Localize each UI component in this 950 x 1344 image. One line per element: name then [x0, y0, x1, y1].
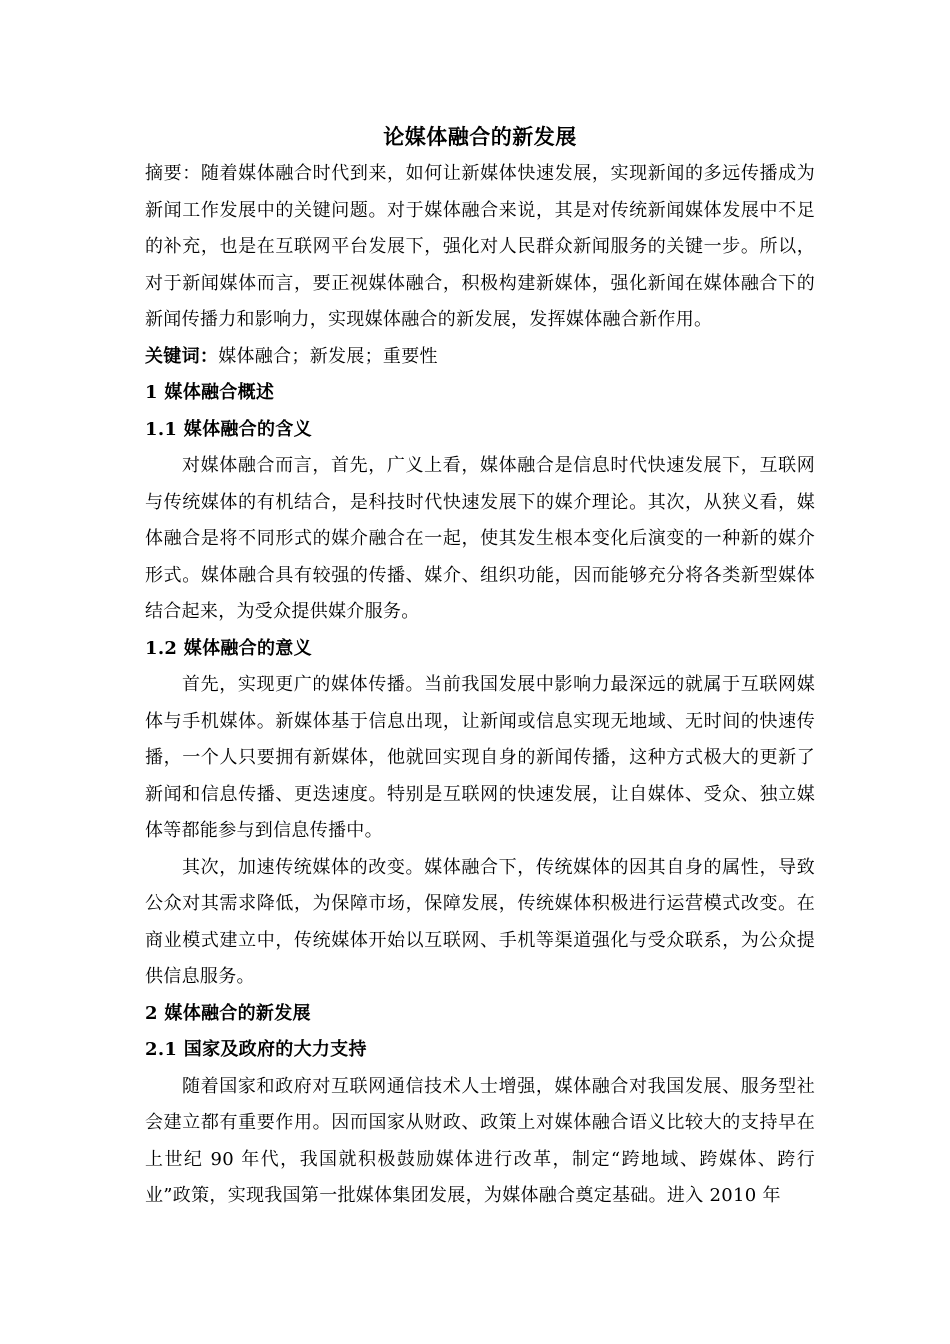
- body-paragraph: 随着国家和政府对互联网通信技术人士增强，媒体融合对我国发展、服务型社会建立都有重要作用。因而国家从财政、政策上对媒体融合语义比较大的支持早在上世纪 90 年代，我国就积极鼓励媒体进行改革，制定“跨地域、跨媒体、跨行业”政策，实现我国第一批媒体集团发展，为媒体融合奠定基础。进入 2010 年: [145, 1075, 815, 1206]
- section-heading-2: 2 媒体融合的新发展: [145, 1002, 311, 1024]
- section-heading-1-2: 1.2 媒体融合的意义: [145, 637, 312, 659]
- section-heading-1-1: 1.1 媒体融合的含义: [145, 418, 312, 440]
- body-paragraph: 其次，加速传统媒体的改变。媒体融合下，传统媒体的因其自身的属性，导致公众对其需求降低，为保障市场，保障发展，传统媒体积极进行运营模式改变。在商业模式建立中，传统媒体开始以互联网、手机等渠道强化与受众联系，为公众提供信息服务。: [145, 856, 815, 987]
- document-title: 论媒体融合的新发展: [383, 124, 577, 149]
- body-paragraph: 对媒体融合而言，首先，广义上看，媒体融合是信息时代快速发展下，互联网与传统媒体的有机结合，是科技时代快速发展下的媒介理论。其次，从狭义看，媒体融合是将不同形式的媒介融合在一起，使其发生根本变化后演变的一种新的媒介形式。媒体融合具有较强的传播、媒介、组织功能，因而能够充分将各类新型媒体结合起来，为受众提供媒介服务。: [145, 455, 815, 622]
- section-heading-2-1: 2.1 国家及政府的大力支持: [145, 1039, 367, 1060]
- section-heading-1: 1 媒体融合概述: [145, 382, 275, 403]
- abstract-paragraph: 摘要：随着媒体融合时代到来，如何让新媒体快速发展，实现新闻的多远传播成为新闻工作发展中的关键问题。对于媒体融合来说，其是对传统新闻媒体发展中不足的补充，也是在互联网平台发展下，强化对人民群众新闻服务的关键一步。所以，对于新闻媒体而言，要正视媒体融合，积极构建新媒体，强化新闻在媒体融合下的新闻传播力和影响力，实现媒体融合的新发展，发挥媒体融合新作用。: [145, 163, 815, 330]
- keywords-value: 媒体融合；新发展；重要性: [218, 345, 438, 367]
- document-page: [145, 118, 815, 1215]
- keywords-label: 关键词：: [145, 345, 219, 367]
- keywords-line: [145, 339, 815, 376]
- body-paragraph: 首先，实现更广的媒体传播。当前我国发展中影响力最深远的就属于互联网媒体与手机媒体。新媒体基于信息出现，让新闻或信息实现无地域、无时间的快速传播，一个人只要拥有新媒体，他就回实现自身的新闻传播，这种方式极大的更新了新闻和信息传播、更迭速度。特别是互联网的快速发展，让自媒体、受众、独立媒体等都能参与到信息传播中。: [145, 674, 815, 841]
